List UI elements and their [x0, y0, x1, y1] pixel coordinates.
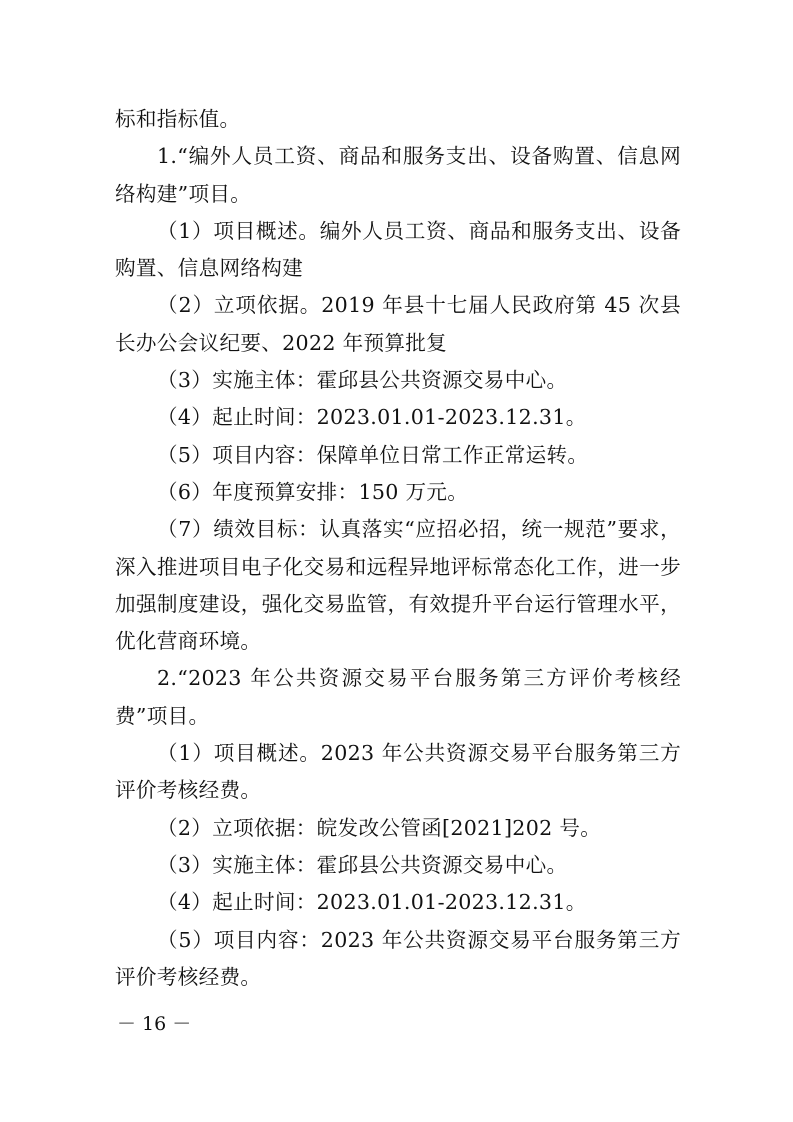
paragraph: （1）项目概述。编外人员工资、商品和服务支出、设备购置、信息网络构建	[115, 218, 681, 281]
paragraph: 标和指标值。	[115, 107, 241, 131]
paragraph: （1）项目概述。2023 年公共资源交易平台服务第三方评价考核经费。	[115, 741, 681, 803]
paragraph: （6）年度预算安排：150 万元。	[157, 479, 469, 504]
paragraph: （2）立项依据。2019 年县十七届人民政府第 45 次县长办公会议纪要、2022 年预算批复	[115, 293, 681, 355]
paragraph: （4）起止时间：2023.01.01-2023.12.31。	[157, 890, 587, 915]
body-text	[115, 101, 681, 996]
paragraph: 2.“2023 年公共资源交易平台服务第三方评价考核经费”项目。	[115, 666, 681, 728]
paragraph: （4）起止时间：2023.01.01-2023.12.31。	[157, 405, 587, 430]
paragraph: （2）立项依据：皖发改公管函[2021]202 号。	[157, 815, 602, 840]
paragraph: （5）项目内容：2023 年公共资源交易平台服务第三方评价考核经费。	[115, 927, 681, 989]
paragraph: （5）项目内容：保障单位日常工作正常运转。	[157, 442, 589, 467]
paragraph: （3）实施主体：霍邱县公共资源交易中心。	[157, 852, 568, 877]
page-number: － 16 －	[117, 1013, 192, 1035]
paragraph: 1.“编外人员工资、商品和服务支出、设备购置、信息网络构建”项目。	[115, 144, 681, 206]
paragraph: （3）实施主体：霍邱县公共资源交易中心。	[157, 368, 568, 393]
paragraph: （7）绩效目标：认真落实“应招必招，统一规范”要求，深入推进项目电子化交易和远程异地评标常态化工作，进一步加强制度建设，强化交易监管，有效提升平台运行管理水平，优化营商环境。	[115, 517, 681, 654]
